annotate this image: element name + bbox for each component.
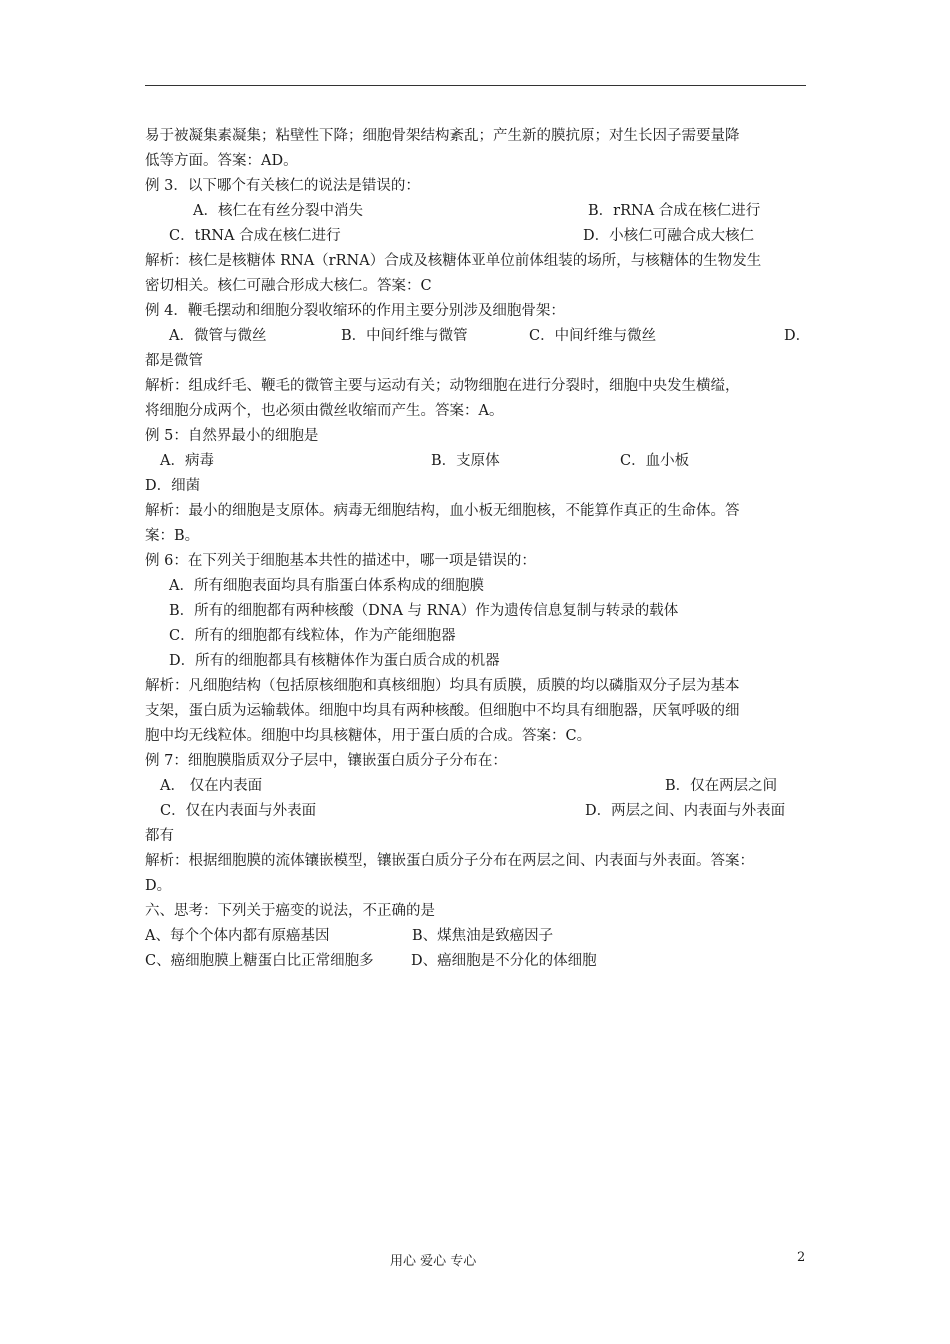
text-line: 解析：组成纤毛、鞭毛的微管主要与运动有关；动物细胞在进行分裂时，细胞中央发生横缢， [145, 378, 740, 394]
option: A． 仅在内表面 [160, 778, 263, 794]
option: C．仅在内表面与外表面 [160, 803, 317, 819]
option: D．小核仁可融合成大核仁 [583, 228, 755, 244]
option: A．所有细胞表面均具有脂蛋白体系构成的细胞膜 [169, 578, 484, 594]
text-line: 都是微管 [145, 353, 203, 369]
option: D．细菌 [145, 478, 201, 494]
option: A．核仁在有丝分裂中消失 [193, 203, 363, 219]
text-line: 低等方面。答案：AD。 [145, 153, 298, 169]
text-line: 支架，蛋白质为运输载体。细胞中均具有两种核酸。但细胞中不均具有细胞器，厌氧呼吸的细 [145, 703, 740, 719]
option: B．rRNA 合成在核仁进行 [588, 203, 761, 219]
text-line: 解析：根据细胞膜的流体镶嵌模型，镶嵌蛋白质分子分布在两层之间、内表面与外表面。答案： [145, 853, 754, 869]
example-heading: 例 6：在下列关于细胞基本共性的描述中，哪一项是错误的： [145, 553, 536, 569]
option: D． [784, 328, 811, 344]
option: C、癌细胞膜上糖蛋白比正常细胞多 [145, 953, 374, 969]
option: B．所有的细胞都有两种核酸（DNA 与 RNA）作为遗传信息复制与转录的载体 [169, 603, 679, 619]
text-line: 易于被凝集素凝集；粘壁性下降；细胞骨架结构紊乱；产生新的膜抗原；对生长因子需要量降 [145, 128, 740, 144]
text-line: D。 [145, 878, 172, 894]
text-line: 解析：凡细胞结构（包括原核细胞和真核细胞）均具有质膜，质膜的均以磷脂双分子层为基本 [145, 678, 740, 694]
example-heading: 例 7：细胞膜脂质双分子层中，镶嵌蛋白质分子分布在： [145, 753, 507, 769]
option: B．支原体 [431, 453, 500, 469]
option: B．仅在两层之间 [665, 778, 778, 794]
example-heading: 例 4．鞭毛摆动和细胞分裂收缩环的作用主要分别涉及细胞骨架： [145, 303, 565, 319]
option: D、癌细胞是不分化的体细胞 [411, 953, 597, 969]
text-line: 胞中均无线粒体。细胞中均具核糖体，用于蛋白质的合成。答案：C。 [145, 728, 592, 744]
text-line: 都有 [145, 828, 174, 844]
option: C．血小板 [620, 453, 690, 469]
option: A．病毒 [160, 453, 214, 469]
page-footer: 用心 爱心 专心 [390, 1254, 477, 1269]
option: A．微管与微丝 [169, 328, 267, 344]
option: C．tRNA 合成在核仁进行 [169, 228, 341, 244]
example-heading: 例 5：自然界最小的细胞是 [145, 428, 319, 444]
option: D．所有的细胞都具有核糖体作为蛋白质合成的机器 [169, 653, 500, 669]
text-line: 解析：最小的细胞是支原体。病毒无细胞结构，血小板无细胞核，不能算作真正的生命体。答 [145, 503, 740, 519]
text-line: 解析：核仁是核糖体 RNA（rRNA）合成及核糖体亚单位前体组装的场所，与核糖体的生物发生 [145, 253, 762, 269]
option: D．两层之间、内表面与外表面 [585, 803, 786, 819]
option: B、煤焦油是致癌因子 [412, 928, 554, 944]
header-rule [145, 85, 806, 86]
option: B．中间纤维与微管 [341, 328, 468, 344]
page-number: 2 [797, 1250, 806, 1265]
text-line: 密切相关。核仁可融合形成大核仁。答案：C [145, 278, 432, 294]
example-heading: 例 3．以下哪个有关核仁的说法是错误的： [145, 178, 420, 194]
section-heading: 六、思考：下列关于癌变的说法，不正确的是 [145, 903, 435, 919]
option: A、每个个体内都有原癌基因 [145, 928, 330, 944]
text-line: 案：B。 [145, 528, 200, 544]
option: C．所有的细胞都有线粒体，作为产能细胞器 [169, 628, 456, 644]
option: C．中间纤维与微丝 [529, 328, 657, 344]
text-line: 将细胞分成两个，也必须由微丝收缩而产生。答案：A。 [145, 403, 504, 419]
